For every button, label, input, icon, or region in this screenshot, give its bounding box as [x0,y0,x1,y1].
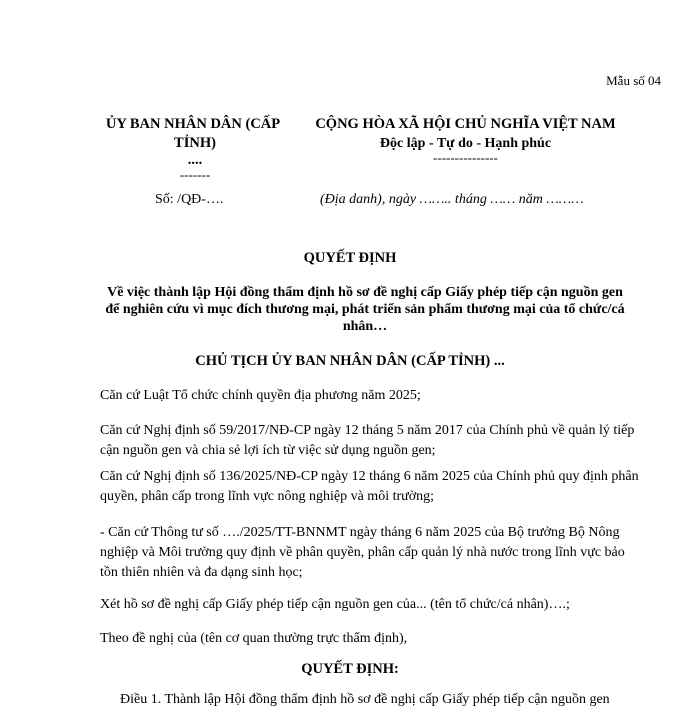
issuing-authority-header [95,115,295,183]
decision-heading: QUYẾT ĐỊNH: [301,661,399,677]
legal-basis-paragraph: - Căn cứ Thông tư số …./2025/TT-BNNMT ngày tháng 6 năm 2025 của Bộ trưởng Bộ Nông nghiệp và Môi trường quy định về phân quyền, phân cấp quản lý nhà nước trong lĩnh vực bảo tồn thiên nhiên và đa dạng sinh học; [100,525,625,580]
proposal-paragraph: Theo đề nghị của (tên cơ quan thường trực thẩm định), [100,631,408,646]
authority-title: CHỦ TỊCH ỦY BAN NHÂN DÂN (CẤP TỈNH) ... [195,353,505,369]
legal-basis-paragraph: Căn cứ Nghị định số 59/2017/NĐ-CP ngày 12 tháng 5 năm 2017 của Chính phủ về quản lý tiếp cận nguồn gen và chia sẻ lợi ích từ việc sử dụng nguồn gen; [100,423,635,458]
national-title: CỘNG HÒA XÃ HỘI CHỦ NGHĨA VIỆT NAM [315,116,616,132]
place-date-line: (Địa danh), ngày …….. tháng …… năm ……… [320,192,584,207]
decision-title: QUYẾT ĐỊNH [303,250,397,266]
form-number: Mẫu số 04 [606,73,661,88]
national-motto: Độc lập - Tự do - Hạnh phúc [379,136,552,151]
article-1-partial: Điều 1. Thành lập Hội đồng thẩm định hồ sơ đề nghị cấp Giấy phép tiếp cận nguồn gen [120,692,610,707]
document-number: Số: /QĐ-…. [155,192,224,207]
consideration-paragraph: Xét hồ sơ đề nghị cấp Giấy phép tiếp cận nguồn gen của... (tên tổ chức/cá nhân)….; [100,597,570,612]
national-header [303,115,628,163]
issuing-authority-line1: ỦY BAN NHÂN DÂN (CẤP [105,116,281,132]
issuing-authority-dots: .... [187,152,203,168]
issuing-authority-line2: TỈNH) [174,135,216,151]
decision-subject: Về việc thành lập Hội đồng thẩm định hồ sơ đề nghị cấp Giấy phép tiếp cận nguồn gen để nghiên cứu vì mục đích thương mại, phát triển sản phẩm thương mại của tổ chức/cá nhân… [105,285,625,334]
legal-basis-paragraph: Căn cứ Nghị định số 136/2025/NĐ-CP ngày 12 tháng 6 năm 2025 của Chính phủ quy định phân quyền, phân cấp trong lĩnh vực nông nghiệp và môi trường; [100,469,639,504]
national-divider: --------------- [433,150,498,165]
legal-basis-paragraph: Căn cứ Luật Tổ chức chính quyền địa phương năm 2025; [100,388,421,403]
issuing-authority-divider: ------- [179,167,211,182]
